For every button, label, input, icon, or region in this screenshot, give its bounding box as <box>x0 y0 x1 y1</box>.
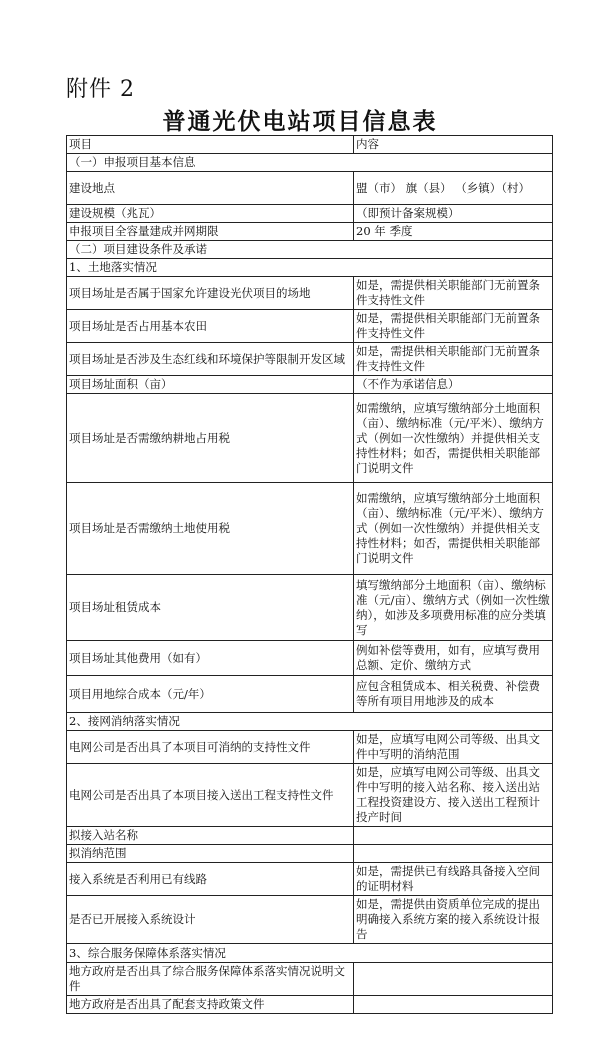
content-cell: 例如补偿等费用，如有，应填写费用总额、定价、缴纳方式 <box>354 641 553 676</box>
content-cell: 如是，需提供已有线路具备接入空间的证明材料 <box>354 863 553 896</box>
item-cell: 接入系统是否利用已有线路 <box>67 863 354 896</box>
content-cell: 盟（市） 旗（县） （乡镇）（村） <box>354 172 553 205</box>
content-cell: （不作为承诺信息） <box>354 376 553 394</box>
item-cell: 项目场址其他费用（如有） <box>67 641 354 676</box>
table-row <box>67 641 553 676</box>
content-cell <box>354 996 553 1014</box>
section-label: 1、土地落实情况 <box>67 259 553 277</box>
table-row <box>67 676 553 713</box>
table-row <box>67 827 553 845</box>
item-cell: 项目场址是否涉及生态红线和环境保护等限制开发区域 <box>67 343 354 376</box>
section-label: 3、综合服务保障体系落实情况 <box>67 944 553 963</box>
table-row <box>67 996 553 1014</box>
section-row <box>67 241 553 259</box>
section-label: （一）申报项目基本信息 <box>67 154 553 172</box>
content-cell: 如是，需提供由资质单位完成的提出明确接入系统方案的接入系统设计报告 <box>354 896 553 944</box>
section-label: （二）项目建设条件及承诺 <box>67 241 553 259</box>
item-cell: 项目场址是否属于国家允许建设光伏项目的场地 <box>67 277 354 310</box>
item-cell: 拟接入站名称 <box>67 827 354 845</box>
content-cell: （即预计备案规模） <box>354 205 553 223</box>
table-row <box>67 205 553 223</box>
item-cell: 项目场址是否需缴纳土地使用税 <box>67 483 354 575</box>
item-cell: 电网公司是否出具了本项目接入送出工程支持性文件 <box>67 764 354 827</box>
table-row <box>67 963 553 996</box>
content-cell: 如是，应填写电网公司等级、出具文件中写明的消纳范围 <box>354 731 553 764</box>
table-row <box>67 343 553 376</box>
section-row <box>67 154 553 172</box>
table-row <box>67 731 553 764</box>
content-cell: 如需缴纳，应填写缴纳部分土地面积（亩）、缴纳标准（元/平米）、缴纳方式（例如一次性缴纳）并提供相关支持性材料；如否，需提供相关职能部门说明文件 <box>354 483 553 575</box>
item-cell: 项目场址是否占用基本农田 <box>67 310 354 343</box>
table-row <box>67 845 553 863</box>
table-row <box>67 575 553 641</box>
table-row <box>67 376 553 394</box>
content-cell: 如是，需提供相关职能部门无前置条件支持性文件 <box>354 277 553 310</box>
table-row <box>67 172 553 205</box>
table-row <box>67 277 553 310</box>
item-cell: 地方政府是否出具了配套支持政策文件 <box>67 996 354 1014</box>
content-cell: 填写缴纳部分土地面积（亩）、缴纳标准（元/亩）、缴纳方式（例如一次性缴纳），如涉及多项费用标准的应分类填写 <box>354 575 553 641</box>
content-cell: 如是，需提供相关职能部门无前置条件支持性文件 <box>354 310 553 343</box>
table-row <box>67 764 553 827</box>
content-cell <box>354 827 553 845</box>
info-table <box>66 135 553 1014</box>
content-cell: 20 年 季度 <box>354 223 553 241</box>
attachment-label: 附件 2 <box>66 77 135 102</box>
content-cell: 如是，应填写电网公司等级、出具文件中写明的接入站名称、接入送出站工程投资建设方、接入送出工程预计投产时间 <box>354 764 553 827</box>
item-cell: 项目场址是否需缴纳耕地占用税 <box>67 394 354 483</box>
item-cell: 地方政府是否出具了综合服务保障体系落实情况说明文件 <box>67 963 354 996</box>
item-cell: 项目场址租赁成本 <box>67 575 354 641</box>
page-title: 普通光伏电站项目信息表 <box>162 109 438 135</box>
item-cell: 拟消纳范围 <box>67 845 354 863</box>
column-header-content: 内容 <box>354 136 553 154</box>
item-cell: 建设地点 <box>67 172 354 205</box>
content-cell <box>354 845 553 863</box>
table-header-row <box>67 136 553 154</box>
content-cell: 如是，需提供相关职能部门无前置条件支持性文件 <box>354 343 553 376</box>
table-row <box>67 223 553 241</box>
item-cell: 电网公司是否出具了本项目可消纳的支持性文件 <box>67 731 354 764</box>
content-cell: 应包含租赁成本、相关税费、补偿费等所有项目用地涉及的成本 <box>354 676 553 713</box>
table-row <box>67 483 553 575</box>
content-cell <box>354 963 553 996</box>
section-row <box>67 713 553 731</box>
item-cell: 项目用地综合成本（元/年） <box>67 676 354 713</box>
item-cell: 建设规模（兆瓦） <box>67 205 354 223</box>
table-row <box>67 896 553 944</box>
content-cell: 如需缴纳，应填写缴纳部分土地面积（亩）、缴纳标准（元/平米）、缴纳方式（例如一次性缴纳）并提供相关支持性材料；如否，需提供相关职能部门说明文件 <box>354 394 553 483</box>
table-row <box>67 863 553 896</box>
table-row <box>67 394 553 483</box>
item-cell: 申报项目全容量建成并网期限 <box>67 223 354 241</box>
section-label: 2、接网消纳落实情况 <box>67 713 553 731</box>
section-row <box>67 944 553 963</box>
column-header-item: 项目 <box>67 136 354 154</box>
section-row <box>67 259 553 277</box>
item-cell: 是否已开展接入系统设计 <box>67 896 354 944</box>
item-cell: 项目场址面积（亩） <box>67 376 354 394</box>
table-row <box>67 310 553 343</box>
